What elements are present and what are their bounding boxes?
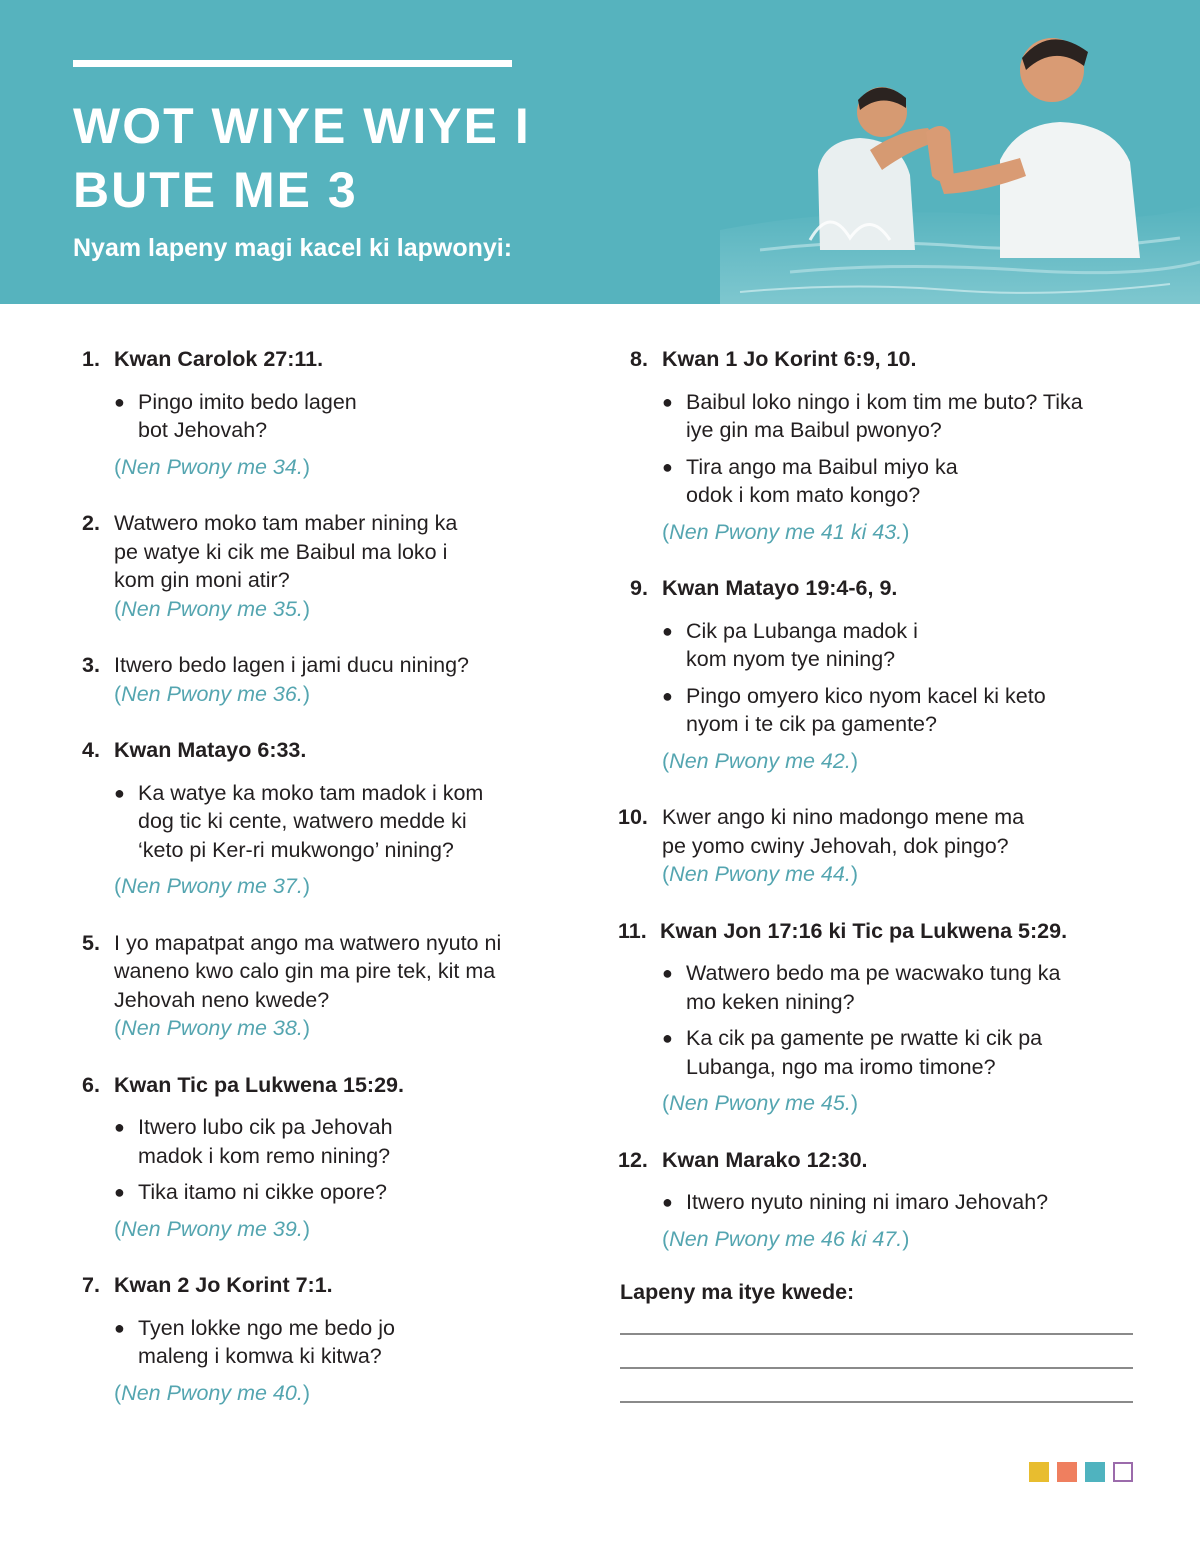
lesson-reference: (Nen Pwony me 44.): [662, 862, 858, 886]
color-squares-decoration: [1029, 1462, 1133, 1484]
page-subtitle: Nyam lapeny magi kacel ki lapwonyi:: [73, 234, 513, 262]
question-number: 7.: [82, 1273, 100, 1297]
question-bullet: [662, 1188, 1138, 1217]
bullet-icon: ●: [662, 963, 673, 983]
bullet-text: Tira ango ma Baibul miyo ka odok i kom mato kongo?: [686, 454, 958, 507]
bullet-text: Tyen lokke ngo me bedo jo maleng i komwa ki kitwa?: [138, 1315, 395, 1368]
baptism-illustration: [700, 0, 1200, 304]
question-11: [618, 917, 1138, 1118]
question-number: 2.: [82, 511, 100, 535]
question-8: [618, 345, 1138, 546]
lesson-reference: (Nen Pwony me 35.): [114, 596, 310, 621]
note-line[interactable]: [620, 1333, 1133, 1335]
bullet-icon: ●: [114, 1117, 125, 1137]
question-bullet: [662, 682, 1066, 739]
note-line[interactable]: [620, 1367, 1133, 1369]
bullet-icon: ●: [662, 391, 673, 412]
bullet-icon: ●: [662, 1192, 673, 1212]
question-bullet: [114, 388, 388, 445]
lesson-reference: (Nen Pwony me 36.): [114, 681, 310, 706]
question-5: [82, 929, 532, 1043]
question-heading: Kwan Carolok 27:11.: [114, 347, 324, 371]
question-number: 3.: [82, 653, 100, 677]
question-bullet: [662, 453, 1006, 510]
question-text: Kwer ango ki nino madongo mene ma pe yomo cwiny Jehovah, dok pingo?: [662, 805, 1025, 858]
question-bullet: [662, 388, 1096, 445]
question-bullet: [662, 959, 1076, 1016]
bullet-icon: ●: [114, 1317, 125, 1338]
question-text: Itwero bedo lagen i jami ducu nining?: [114, 653, 469, 677]
question-number: 10.: [618, 805, 648, 829]
bullet-icon: ●: [662, 1028, 673, 1048]
bullet-text: Pingo omyero kico nyom kacel ki keto nyom i te cik pa gamente?: [686, 683, 1046, 736]
bullet-icon: ●: [114, 782, 125, 803]
bullet-text: Pingo imito bedo lagen bot Jehovah?: [138, 389, 357, 442]
question-number: 8.: [630, 347, 648, 371]
question-10: [618, 803, 1138, 889]
bullet-icon: ●: [114, 1182, 125, 1202]
bullet-text: Cik pa Lubanga madok i kom nyom tye nining?: [686, 618, 918, 671]
question-text: Watwero moko tam maber nining ka pe watye ki cik me Baibul ma loko i kom gin moni atir?: [114, 511, 458, 592]
question-6: [82, 1071, 532, 1244]
note-line[interactable]: [620, 1401, 1133, 1403]
lesson-reference: (Nen Pwony me 39.): [114, 1216, 310, 1241]
purple-outline-square: [1113, 1462, 1133, 1482]
yellow-square: [1029, 1462, 1049, 1482]
question-number: 6.: [82, 1072, 100, 1097]
bullet-text: Ka watye ka moko tam madok i kom dog tic ki cente, watwero medde ki ‘keto pi Ker-ri mukwongo’ nining?: [138, 780, 484, 862]
right-question-column: [618, 345, 1138, 1253]
question-heading: Kwan Jon 17:16 ki Tic pa Lukwena 5:29.: [660, 918, 1068, 943]
bullet-text: Itwero lubo cik pa Jehovah madok i kom remo nining?: [138, 1115, 393, 1168]
question-heading: Kwan Tic pa Lukwena 15:29.: [114, 1072, 404, 1097]
question-number: 9.: [630, 576, 648, 600]
question-4: [82, 736, 532, 901]
bullet-text: Ka cik pa gamente pe rwatte ki cik pa Lubanga, ngo ma iromo timone?: [686, 1026, 1043, 1079]
bullet-icon: ●: [662, 456, 673, 477]
lesson-reference: (Nen Pwony me 41 ki 43.): [662, 519, 910, 544]
lesson-reference: (Nen Pwony me 45.): [662, 1091, 858, 1115]
question-text: I yo mapatpat ango ma watwero nyuto ni waneno kwo calo gin ma pire tek, kit ma Jehovah neno kwede?: [114, 930, 502, 1012]
question-number: 1.: [82, 347, 100, 371]
lesson-reference: (Nen Pwony me 38.): [114, 1016, 310, 1040]
question-3: [82, 651, 532, 708]
header-rule: [73, 60, 512, 67]
notes-label: Lapeny ma itye kwede:: [620, 1280, 855, 1304]
bullet-text: Tika itamo ni cikke opore?: [138, 1180, 387, 1204]
question-bullet: [114, 1178, 532, 1207]
bullet-icon: ●: [662, 620, 673, 641]
bullet-text: Baibul loko ningo i kom tim me buto? Tika iye gin ma Baibul pwonyo?: [686, 389, 1083, 442]
teal-square: [1085, 1462, 1105, 1482]
question-12: [618, 1146, 1138, 1254]
question-bullet: [114, 779, 518, 865]
header-banner: [0, 0, 1200, 304]
page-title: WOT WIYE WIYE I BUTE ME 3: [73, 98, 531, 218]
bullet-text: Itwero nyuto nining ni imaro Jehovah?: [686, 1190, 1049, 1214]
question-heading: Kwan Matayo 19:4-6, 9.: [662, 576, 898, 600]
lesson-reference: (Nen Pwony me 40.): [114, 1380, 310, 1405]
question-bullet: [114, 1314, 438, 1371]
lesson-reference: (Nen Pwony me 37.): [114, 874, 310, 898]
left-question-column: [82, 345, 532, 1407]
question-9: [618, 574, 1138, 775]
question-7: [82, 1271, 532, 1407]
question-bullet: [662, 617, 946, 674]
question-heading: Kwan Matayo 6:33.: [114, 738, 307, 762]
lesson-reference: (Nen Pwony me 42.): [662, 748, 858, 773]
lesson-reference: (Nen Pwony me 46 ki 47.): [662, 1226, 910, 1251]
bullet-icon: ●: [114, 391, 125, 412]
bullet-text: Watwero bedo ma pe wacwako tung ka mo keken nining?: [686, 961, 1061, 1014]
orange-square: [1057, 1462, 1077, 1482]
question-bullet: [662, 1024, 1076, 1081]
question-number: 4.: [82, 738, 100, 762]
question-number: 12.: [618, 1147, 648, 1172]
question-heading: Kwan 2 Jo Korint 7:1.: [114, 1273, 333, 1297]
bullet-icon: ●: [662, 685, 673, 706]
question-1: [82, 345, 532, 481]
question-2: [82, 509, 532, 623]
question-bullet: [114, 1113, 438, 1170]
question-number: 5.: [82, 930, 100, 955]
question-heading: Kwan Marako 12:30.: [662, 1147, 868, 1172]
lesson-reference: (Nen Pwony me 34.): [114, 454, 310, 479]
question-number: 11.: [618, 918, 647, 943]
question-heading: Kwan 1 Jo Korint 6:9, 10.: [662, 347, 917, 371]
